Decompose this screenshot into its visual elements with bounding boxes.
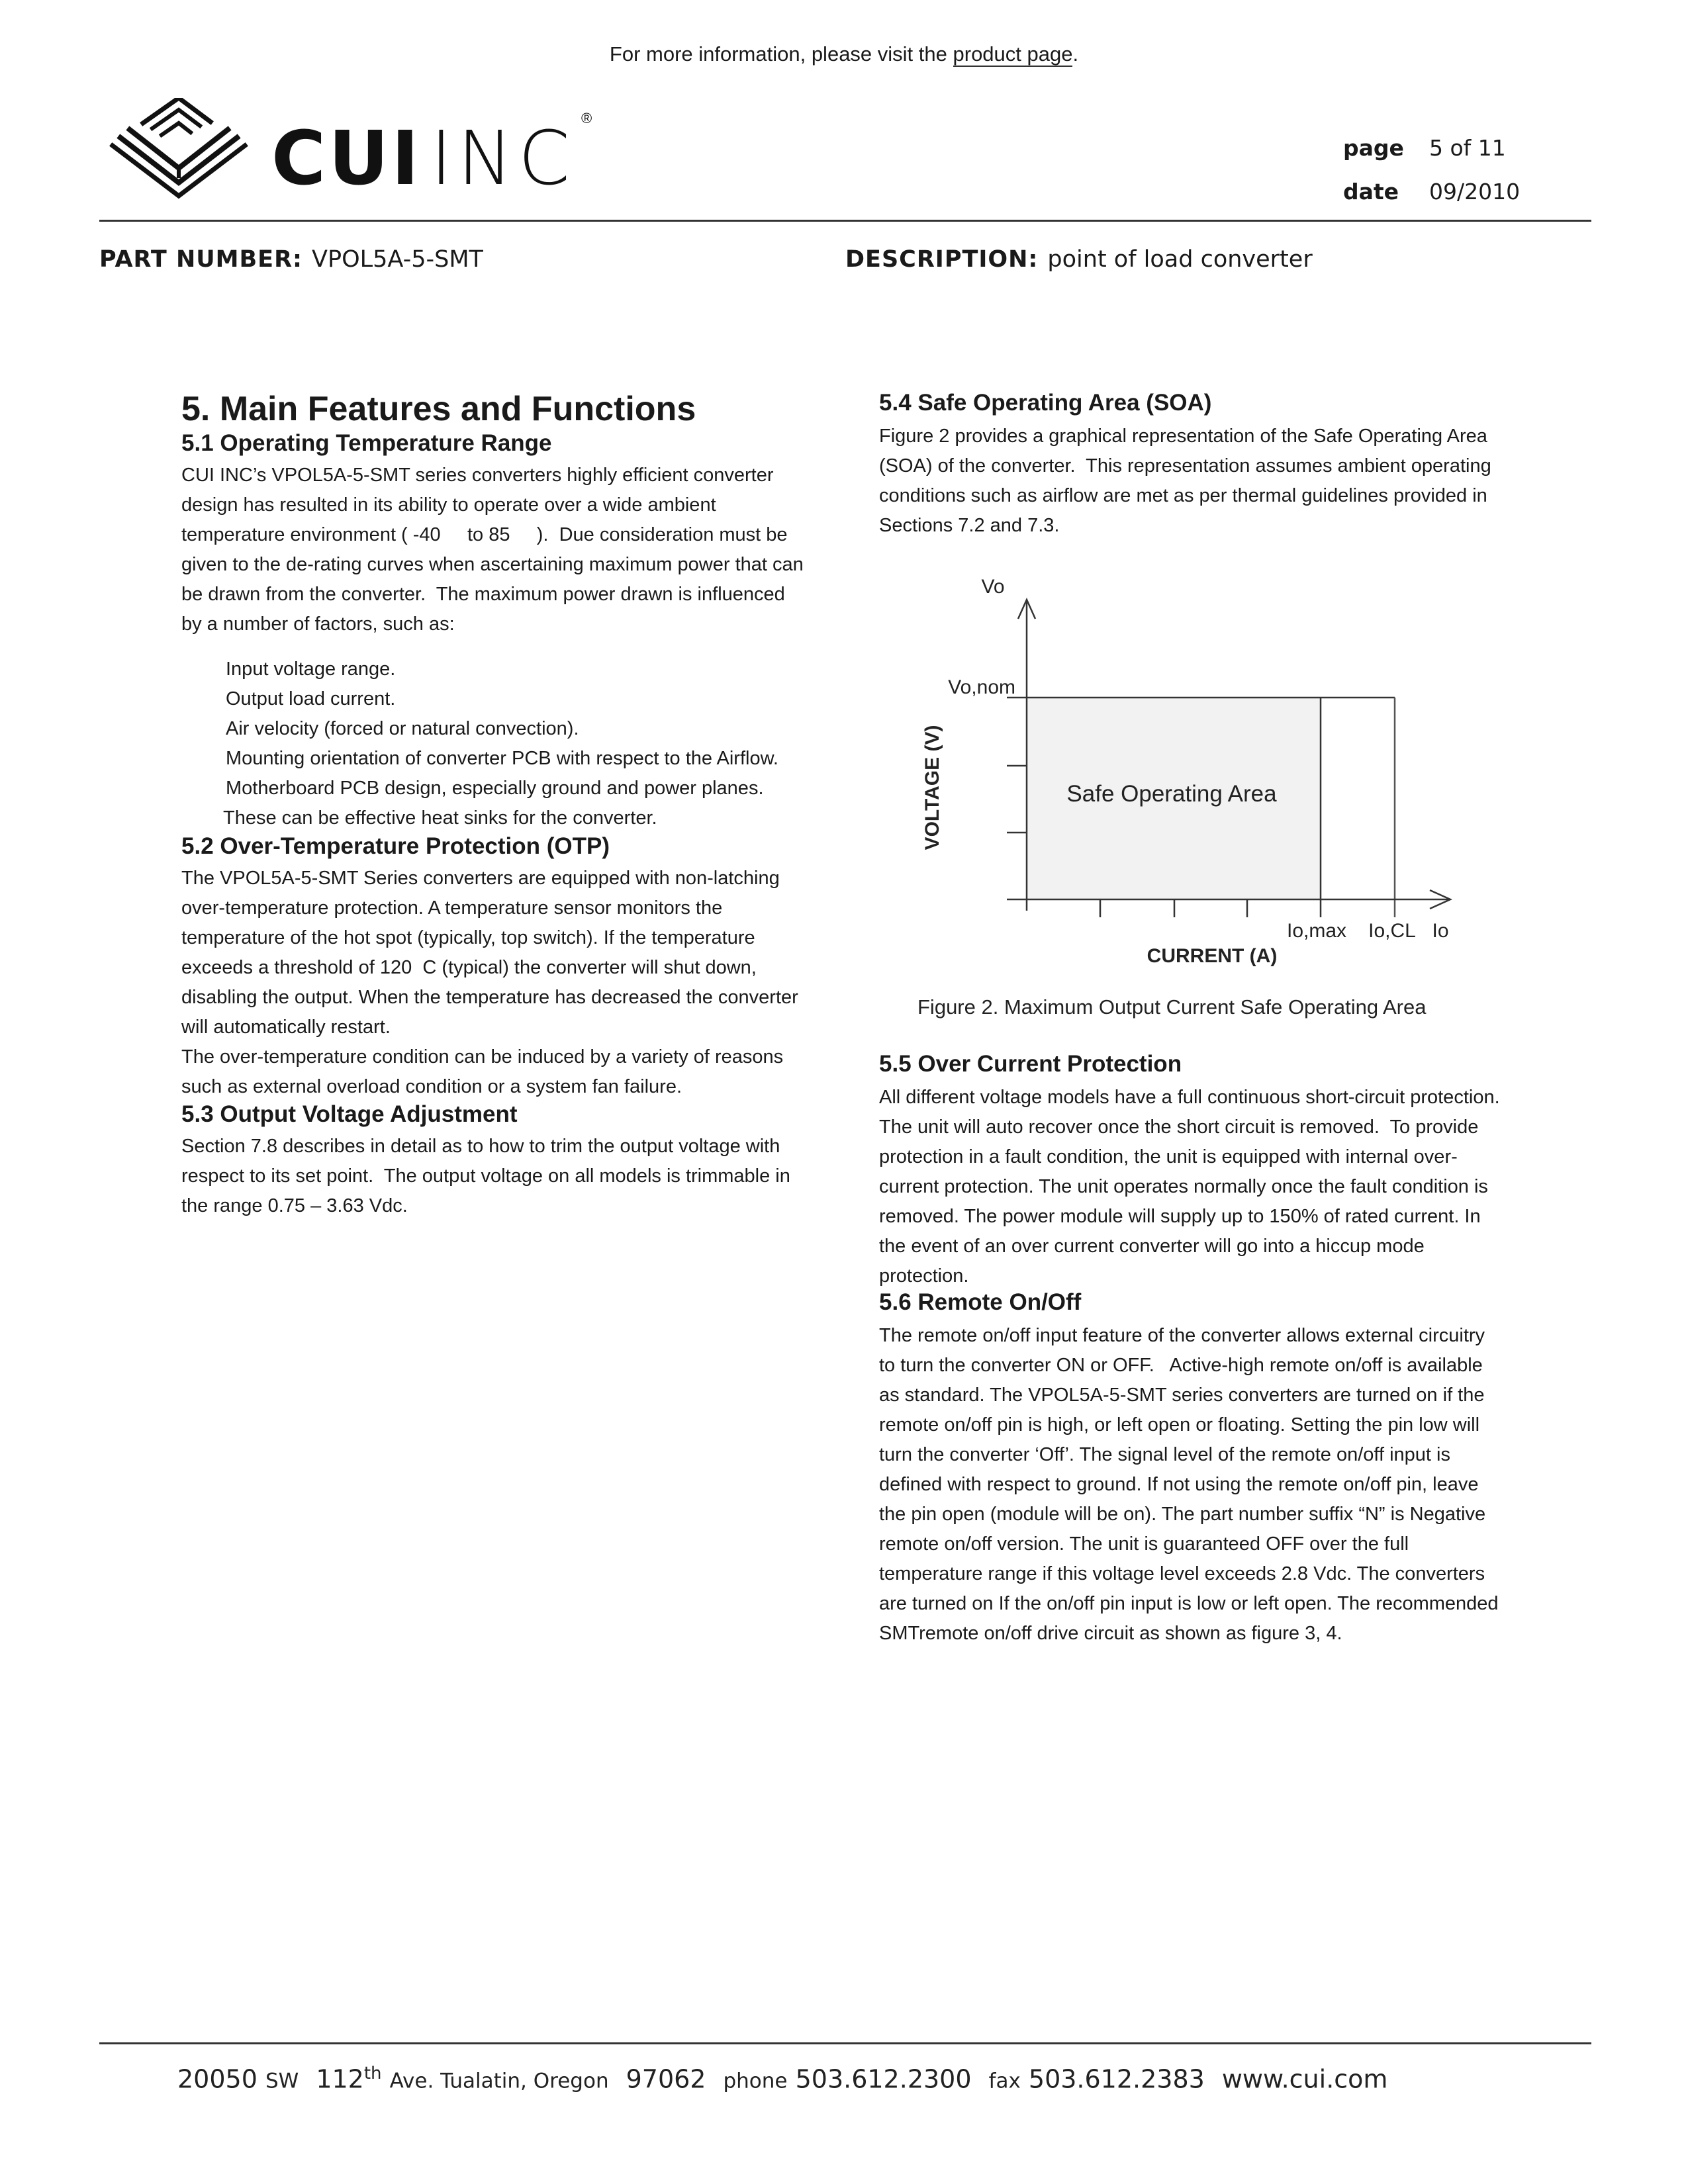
text-line: design has resulted in its ability to operate over a wide ambient — [181, 494, 716, 516]
text-line: respect to its set point. The output voltage on all models is trimmable in — [181, 1165, 790, 1187]
heading-5-1: 5.1 Operating Temperature Range — [181, 430, 552, 456]
date-label: date — [1343, 179, 1399, 205]
list-item: Motherboard PCB design, especially ground and power planes. — [226, 778, 764, 799]
page-label: page — [1343, 135, 1404, 161]
website-link[interactable]: www.cui.com — [1221, 2064, 1388, 2094]
text-line: SMTremote on/off drive circuit as shown as figure 3, 4. — [879, 1623, 1342, 1644]
text-line: given to the de-rating curves when ascertaining maximum power that can — [181, 554, 804, 575]
paragraph-5-5 — [879, 1083, 1500, 1291]
text-line: remote on/off pin is high, or left open or floating. Setting the pin low will — [879, 1414, 1480, 1435]
text-line: such as external overload condition or a system fan failure. — [181, 1076, 682, 1097]
text-line: disabling the output. When the temperature has decreased the converter — [181, 987, 798, 1008]
list-item: These can be effective heat sinks for the converter. — [223, 807, 657, 829]
street-suffix: th — [363, 2064, 382, 2083]
product-page-link[interactable]: product page — [953, 42, 1073, 66]
heading-5-3: 5.3 Output Voltage Adjustment — [181, 1101, 518, 1127]
description-value: point of load converter — [1047, 246, 1313, 273]
soa-figure — [0, 0, 1688, 1032]
part-number-value: VPOL5A-5-SMT — [312, 246, 483, 273]
text-line: (SOA) of the converter. This representation assumes ambient operating — [879, 455, 1491, 477]
text-line: will automatically restart. — [181, 1017, 391, 1038]
fax-label: fax — [988, 2069, 1021, 2093]
street-direction: SW — [265, 2069, 299, 2093]
text-line: as standard. The VPOL5A-5-SMT series converters are turned on if the — [879, 1385, 1485, 1406]
street-rest: Ave. Tualatin, Oregon — [389, 2069, 609, 2093]
text-line: Figure 2 provides a graphical representation of the Safe Operating Area — [879, 426, 1487, 447]
date-value: 09/2010 — [1429, 179, 1521, 205]
paragraph-5-6 — [879, 1321, 1499, 1649]
io-cl-label: Io,CL — [1368, 920, 1416, 942]
text-line: by a number of factors, such as: — [181, 614, 455, 635]
text-line: remote on/off version. The unit is guaranteed OFF over the full — [879, 1533, 1409, 1555]
list-item: Air velocity (forced or natural convection). — [226, 718, 579, 739]
text-line: protection. — [879, 1265, 969, 1287]
paragraph-5-3 — [181, 1132, 790, 1221]
section-title: 5. Main Features and Functions — [181, 390, 696, 428]
footer-address — [177, 2064, 1387, 2094]
text-line: the pin open (module will be on). The part number suffix “N” is Negative — [879, 1504, 1486, 1525]
text-line: protection in a fault condition, the unit is equipped with internal over- — [879, 1146, 1458, 1167]
y-axis-title: VOLTAGE (V) — [921, 725, 943, 850]
list-item: Input voltage range. — [226, 659, 396, 680]
text-line: be drawn from the converter. The maximum power drawn is influenced — [181, 584, 785, 605]
top-note-suffix: . — [1072, 42, 1079, 66]
text-line: The remote on/off input feature of the converter allows external circuitry — [879, 1325, 1485, 1346]
text-line: conditions such as airflow are met as per thermal guidelines provided in — [879, 485, 1487, 506]
description-label: DESCRIPTION: — [845, 246, 1039, 273]
phone-label: phone — [723, 2069, 788, 2093]
list-item: Output load current. — [226, 688, 396, 709]
text-line: Section 7.8 describes in detail as to how to trim the output voltage with — [181, 1136, 780, 1157]
text-line: removed. The power module will supply up to 150% of rated current. In — [879, 1206, 1481, 1227]
text-line: CUI INC’s VPOL5A-5-SMT series converters highly efficient converter — [181, 465, 774, 486]
page-value: 5 of 11 — [1429, 135, 1506, 161]
text-line: defined with respect to ground. If not using the remote on/off pin, leave — [879, 1474, 1479, 1495]
logo-text-inc: INC — [430, 116, 576, 202]
zip-code: 97062 — [626, 2064, 706, 2094]
heading-5-2: 5.2 Over-Temperature Protection (OTP) — [181, 833, 610, 859]
text-line: temperature range if this voltage level exceeds 2.8 Vdc. The converters — [879, 1563, 1485, 1584]
text-line: temperature environment ( -40 to 85 ). Due consideration must be — [181, 524, 788, 545]
text-line: The over-temperature condition can be induced by a variety of reasons — [181, 1046, 784, 1068]
registered-mark: ® — [581, 110, 592, 126]
io-max-label: Io,max — [1286, 920, 1347, 942]
street-name-number: 112 — [316, 2064, 364, 2094]
text-line: current protection. The unit operates normally once the fault condition is — [879, 1176, 1488, 1197]
top-note-text: For more information, please visit the — [609, 42, 953, 66]
text-line: The unit will auto recover once the short circuit is removed. To provide — [879, 1116, 1479, 1138]
text-line: exceeds a threshold of 120 C (typical) the converter will shut down, — [181, 957, 757, 978]
logo-text-cui: CUI — [271, 116, 422, 202]
text-line: over-temperature protection. A temperature sensor monitors the — [181, 897, 723, 919]
part-number-label: PART NUMBER: — [99, 246, 303, 273]
list-item: Mounting orientation of converter PCB with respect to the Airflow. — [226, 748, 778, 769]
x-axis-title: CURRENT (A) — [1147, 945, 1278, 967]
text-line: Sections 7.2 and 7.3. — [879, 515, 1060, 536]
text-line: temperature of the hot spot (typically, top switch). If the temperature — [181, 927, 755, 948]
text-line: are turned on If the on/off pin input is low or left open. The recommended — [879, 1593, 1499, 1614]
figure-caption: Figure 2. Maximum Output Current Safe Operating Area — [917, 995, 1427, 1019]
y-top-label: Vo — [981, 576, 1005, 598]
heading-5-5: 5.5 Over Current Protection — [879, 1051, 1182, 1077]
text-line: The VPOL5A-5-SMT Series converters are equipped with non-latching — [181, 868, 780, 889]
text-line: to turn the converter ON or OFF. Active-high remote on/off is available — [879, 1355, 1483, 1376]
heading-5-6: 5.6 Remote On/Off — [879, 1289, 1082, 1315]
footer-divider — [99, 2042, 1591, 2044]
io-label: Io — [1432, 920, 1449, 942]
text-line: the event of an over current converter will go into a hiccup mode — [879, 1236, 1425, 1257]
text-line: All different voltage models have a full continuous short-circuit protection. — [879, 1087, 1500, 1108]
fax-number: 503.612.2383 — [1028, 2064, 1205, 2094]
text-line: turn the converter ‘Off’. The signal level of the remote on/off input is — [879, 1444, 1450, 1465]
region-label: Safe Operating Area — [1066, 781, 1277, 807]
street-number: 20050 — [177, 2064, 258, 2094]
heading-5-4: 5.4 Safe Operating Area (SOA) — [879, 390, 1212, 416]
vo-nom-label: Vo,nom — [948, 676, 1015, 698]
phone-number: 503.612.2300 — [795, 2064, 972, 2094]
text-line: the range 0.75 – 3.63 Vdc. — [181, 1195, 408, 1216]
